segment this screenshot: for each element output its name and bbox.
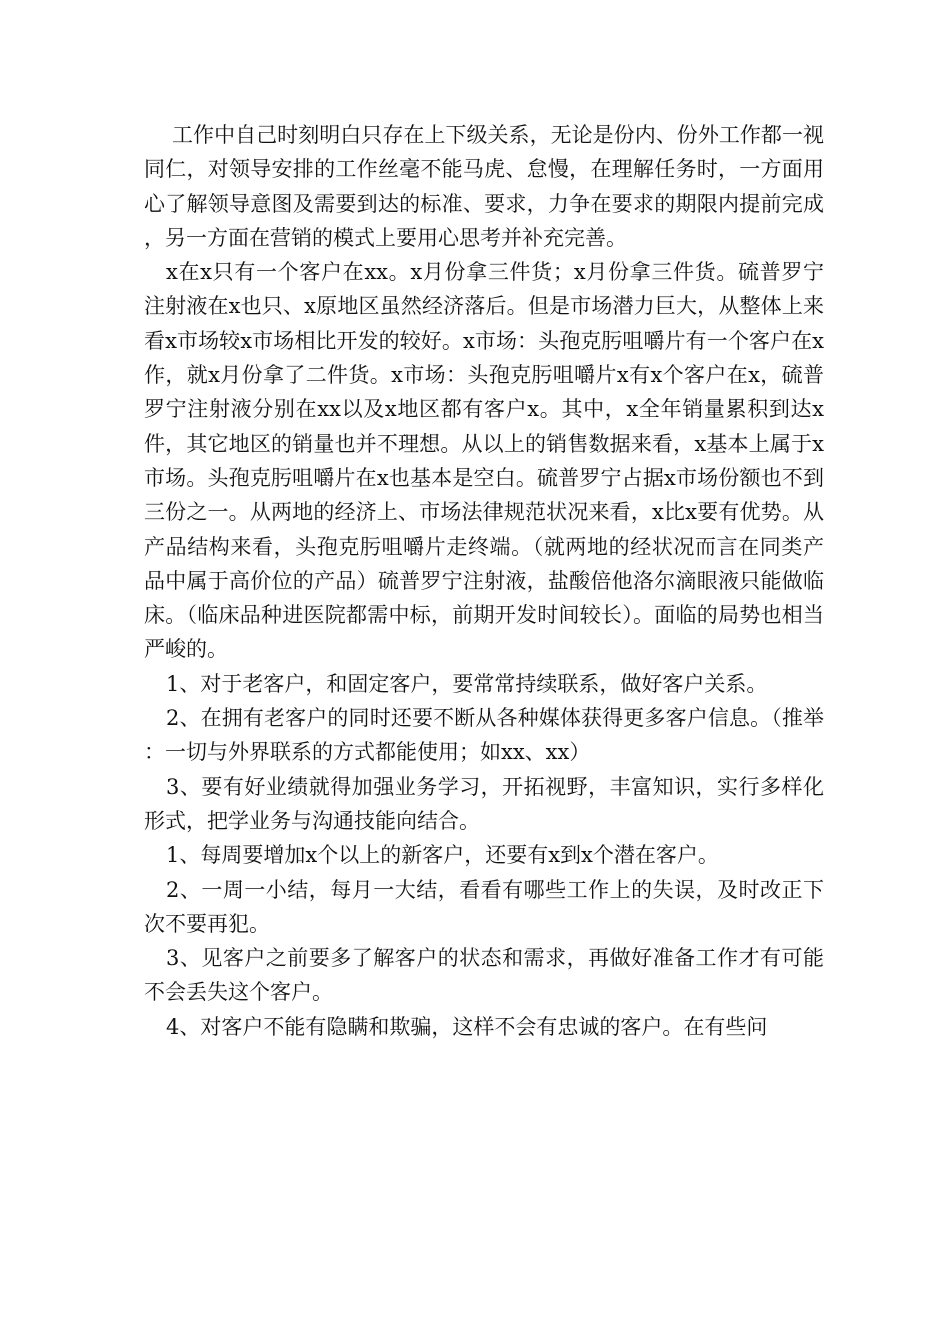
list-item-weekly-summary: 2、一周一小结，每月一大结，看看有哪些工作上的失误，及时改正下次不要再犯。 [144,877,824,936]
list-item-understand-customer: 3、见客户之前要多了解客户的状态和需求，再做好准备工作才有可能不会丢失这个客户。 [144,946,824,1005]
paragraph-market-analysis: x在x只有一个客户在xx。x月份拿三件货；x月份拿三件货。硫普罗宁注射液在x也只、x原地区虽然经济落后。但是市场潜力巨大，从整体上来看x市场较x市场相比开发的较好。x市场：头孢克肟咀嚼片有一个客户在x作，就x月份拿了二件货。x市场：头孢克肟咀嚼片x有x个客户在x，硫普罗宁注射液分别在xx以及x地区都有客户x。其中，x全年销量累积到达x件，其它地区的销量也并不理想。从以上的销售数据来看，x基本上属于x市场。头孢克肟咀嚼片在x也基本是空白。硫普罗宁占据x市场份额也不到三份之一。从两地的经济上、市场法律规范状况来看，x比x要有优势。从产品结构来看，头孢克肟咀嚼片走终端。（就两地的经状况而言在同类产品中属于高价位的产品）硫普罗宁注射液，盐酸倍他洛尔滴眼液只能做临床。（临床品种进医院都需中标，前期开发时间较长）。面临的局势也相当严峻的。 [144,260,824,662]
list-item-old-customers: 1、对于老客户，和固定客户，要常常持续联系，做好客户关系。 [166,671,768,696]
list-item-new-customer-info: 2、在拥有老客户的同时还要不断从各种媒体获得更多客户信息。（推举：一切与外界联系的方式都能使用；如xx、xx） [144,706,824,765]
list-item-business-study: 3、要有好业绩就得加强业务学习，开拓视野，丰富知识，实行多样化形式，把学业务与沟通技能向结合。 [144,774,824,833]
list-item-weekly-new-customers: 1、每周要增加x个以上的新客户，还要有x到x个潜在客户。 [166,843,719,868]
document-body [144,118,824,1044]
paragraph-work-attitude: 工作中自己时刻明白只存在上下级关系，无论是份内、份外工作都一视同仁，对领导安排的工作丝毫不能马虎、怠慢，在理解任务时，一方面用心了解领导意图及需要到达的标准、要求，力争在要求的期限内提前完成，另一方面在营销的模式上要用心思考并补充完善。 [144,123,824,250]
list-item-honesty: 4、对客户不能有隐瞒和欺骗，这样不会有忠诚的客户。在有些问 [166,1014,768,1039]
